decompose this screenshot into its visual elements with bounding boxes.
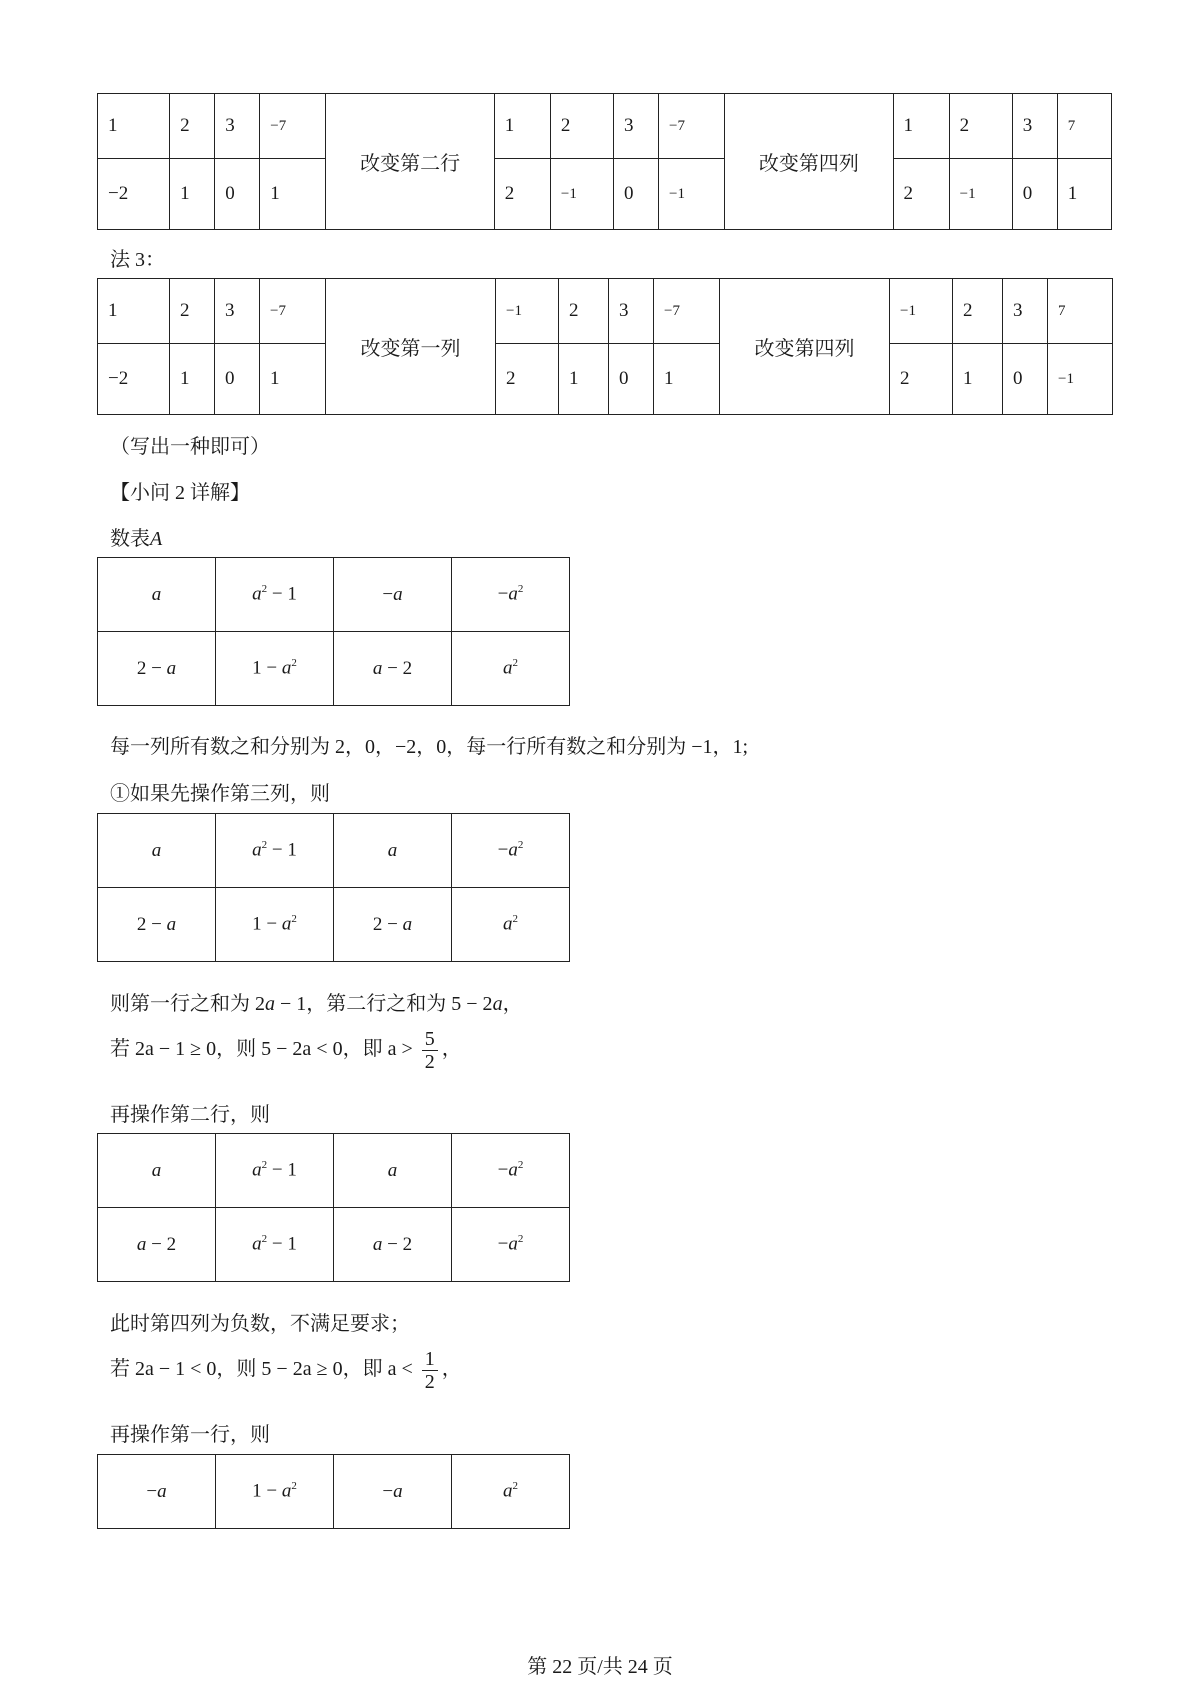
table-cell: 2: [494, 159, 550, 230]
case-1-label: ①如果先操作第三列，则: [110, 783, 330, 805]
table-cell: $a^2$: [452, 888, 570, 962]
table-cell: a: [98, 558, 216, 632]
fraction-1-2: $\frac{1}{2}$: [422, 1348, 438, 1393]
table-cell: 2 − a: [334, 888, 452, 962]
table-cell: 1: [953, 344, 1003, 415]
process-table-row2: [97, 278, 1113, 415]
table-cell: 0: [1003, 344, 1048, 415]
operation-label: 改变第一列: [326, 279, 496, 415]
table-cell: 0: [609, 344, 654, 415]
table-cell: −1: [1048, 344, 1113, 415]
table-cell: 1: [170, 159, 215, 230]
table-cell: 2 − a: [98, 888, 216, 962]
table-cell: $-a^2$: [452, 814, 570, 888]
operation-label: 改变第二行: [326, 94, 494, 230]
table-cell: $1 - a^2$: [216, 888, 334, 962]
table-cell: $1 - a^2$: [216, 1455, 334, 1529]
table-cell: 2: [170, 94, 215, 159]
table-cell: 2: [170, 279, 215, 344]
table-cell: 1: [559, 344, 609, 415]
condition-1: 若 2a − 1 ≥ 0，则 5 − 2a < 0，即 a > $\frac{5}{2}$ ，: [110, 1028, 462, 1073]
table-cell: 0: [1012, 159, 1057, 230]
col4-negative-line: 此时第四列为负数，不满足要求；: [110, 1313, 410, 1335]
table-cell: 2: [893, 159, 949, 230]
table-cell: 3: [613, 94, 658, 159]
page-footer: 第 22 页/共 24 页: [527, 1656, 673, 1678]
table-cell: $a^2 - 1$: [216, 558, 334, 632]
table-cell: 1: [494, 94, 550, 159]
table-cell: a − 2: [334, 1208, 452, 1282]
table-after-col3: [97, 813, 570, 962]
table-cell: −7: [659, 94, 725, 159]
table-cell: 2: [949, 94, 1012, 159]
table-cell: $-a^2$: [452, 1208, 570, 1282]
table-cell: a: [98, 1134, 216, 1208]
table-cell: −2: [98, 159, 170, 230]
fraction-5-2: $\frac{5}{2}$: [422, 1028, 438, 1073]
table-cell: 3: [215, 279, 260, 344]
operation-label: 改变第四列: [725, 94, 893, 230]
table-cell: $a^2$: [452, 632, 570, 706]
table-cell: $-a^2$: [452, 1134, 570, 1208]
table-cell: $a^2$: [452, 1455, 570, 1529]
condition-2: 若 2a − 1 < 0，则 5 − 2a ≥ 0，即 a < $\frac{1}{2}$ ，: [110, 1348, 462, 1393]
table-cell: 1: [654, 344, 720, 415]
table-cell: −2: [98, 344, 170, 415]
table-cell: 1: [893, 94, 949, 159]
sub-question-2-heading: 【小问 2 详解】: [110, 482, 250, 504]
table-cell: −1: [890, 279, 953, 344]
table-cell: 2: [890, 344, 953, 415]
table-cell: −a: [334, 558, 452, 632]
table-cell: 0: [215, 344, 260, 415]
table-cell: $-a^2$: [452, 558, 570, 632]
table-cell: a − 2: [98, 1208, 216, 1282]
table-cell: 1: [260, 344, 326, 415]
table-cell: 1: [98, 94, 170, 159]
process-table-row1: [97, 93, 1112, 230]
table-cell: 7: [1057, 94, 1111, 159]
table-cell: a: [334, 814, 452, 888]
operate-row2-label: 再操作第二行，则: [110, 1104, 270, 1126]
table-cell: a: [98, 814, 216, 888]
table-cell: −1: [659, 159, 725, 230]
table-cell: 0: [215, 159, 260, 230]
table-cell: $a^2 - 1$: [216, 1134, 334, 1208]
table-cell: 3: [1012, 94, 1057, 159]
table-a-label: 数表A: [110, 528, 163, 550]
operation-label: 改变第四列: [720, 279, 890, 415]
table-cell: $a^2 - 1$: [216, 1208, 334, 1282]
table-cell: 2: [550, 94, 613, 159]
operate-row1-label: 再操作第一行，则: [110, 1424, 270, 1446]
table-cell: 1: [98, 279, 170, 344]
method-3-label: 法 3：: [110, 249, 165, 271]
table-cell: −1: [949, 159, 1012, 230]
table-cell: 7: [1048, 279, 1113, 344]
table-cell: 3: [609, 279, 654, 344]
table-after-row1: [97, 1454, 570, 1529]
row-sums-line: 则第一行之和为 2a − 1，第二行之和为 5 − 2a，: [110, 993, 523, 1015]
table-after-row2: [97, 1133, 570, 1282]
table-cell: 1: [1057, 159, 1111, 230]
table-cell: a: [334, 1134, 452, 1208]
table-cell: −a: [334, 1455, 452, 1529]
table-cell: −1: [550, 159, 613, 230]
table-cell: 2: [953, 279, 1003, 344]
table-cell: $a^2 - 1$: [216, 814, 334, 888]
table-cell: −1: [496, 279, 559, 344]
table-cell: 1: [170, 344, 215, 415]
table-cell: 1: [260, 159, 326, 230]
table-cell: 2 − a: [98, 632, 216, 706]
table-a: [97, 557, 570, 706]
table-cell: 0: [613, 159, 658, 230]
table-cell: −7: [654, 279, 720, 344]
table-cell: −a: [98, 1455, 216, 1529]
note-any-one: （写出一种即可）: [110, 436, 270, 458]
table-cell: a − 2: [334, 632, 452, 706]
table-cell: 3: [215, 94, 260, 159]
table-cell: 3: [1003, 279, 1048, 344]
table-cell: $1 - a^2$: [216, 632, 334, 706]
table-cell: 2: [559, 279, 609, 344]
table-cell: −7: [260, 94, 326, 159]
sums-line: 每一列所有数之和分别为 2，0，−2，0，每一行所有数之和分别为 −1，1;: [110, 736, 749, 758]
table-cell: −7: [260, 279, 326, 344]
table-cell: 2: [496, 344, 559, 415]
